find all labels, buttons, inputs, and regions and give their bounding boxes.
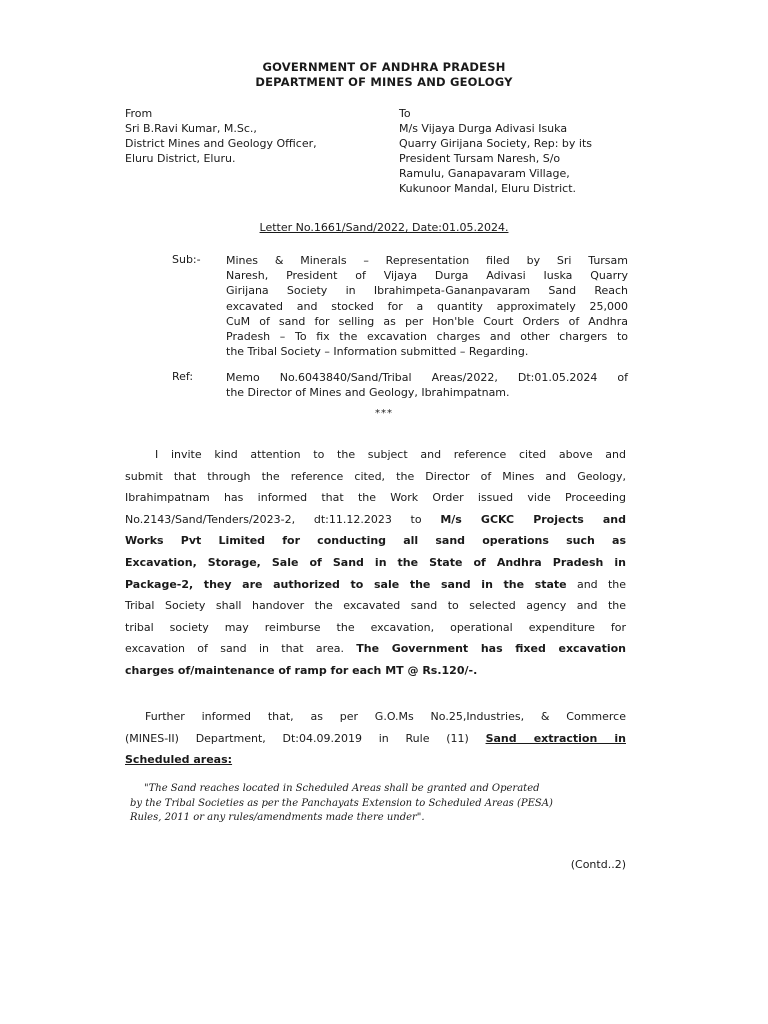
- paragraph-main: [125, 444, 626, 682]
- paragraph-line: tribal society may reimburse the excavation, operational expenditure for: [125, 620, 626, 634]
- paragraph-line: [125, 638, 626, 660]
- from-address: [125, 106, 317, 166]
- subject-line: CuM of sand for selling as per Hon'ble Court Orders of Andhra: [226, 314, 628, 328]
- subject-line: excavated and stocked for a quantity approximately 25,000: [226, 299, 628, 313]
- to-line: Kukunoor Mandal, Eluru District.: [399, 182, 577, 195]
- to-line: M/s Vijaya Durga Adivasi Isuka: [399, 122, 568, 135]
- reference-line: Memo No.6043840/Sand/Tribal Areas/2022, Dt:01.05.2024 of: [226, 371, 628, 384]
- government-fixed-text: The Government has fixed excavation: [356, 642, 626, 656]
- agency-name: M/s GCKC Projects and: [440, 512, 626, 526]
- package-text: Package-2, they are authorized to sale the sand in the state: [125, 577, 567, 591]
- department-text: (MINES-II) Department, Dt:04.09.2019 in Rule (11): [125, 731, 486, 745]
- to-address: [399, 106, 592, 196]
- paragraph-further: [125, 706, 626, 771]
- reference-label: Ref:: [172, 370, 194, 383]
- header-government: GOVERNMENT OF ANDHRA PRADESH: [262, 60, 506, 74]
- to-label: To: [399, 107, 411, 120]
- subject-line: the Tribal Society – Information submitted – Regarding.: [226, 345, 529, 359]
- subject-line: Naresh, President of Vijaya Durga Adivasi Iuska Quarry: [226, 269, 628, 283]
- paragraph-line: Ibrahimpatnam has informed that the Work Order issued vide Proceeding: [125, 491, 626, 505]
- paragraph-line-bold: Works Pvt Limited for conducting all sand operations such as: [125, 534, 626, 548]
- separator-stars: ***: [375, 408, 393, 419]
- paragraph-line-bold: charges of/maintenance of ramp for each MT @ Rs.120/-.: [125, 663, 478, 677]
- subject-line: Pradesh – To fix the excavation charges and other chargers to: [226, 330, 628, 344]
- proceeding-text: No.2143/Sand/Tenders/2023-2, dt:11.12.2023 to: [125, 512, 441, 526]
- paragraph-line: Further informed that, as per G.O.Ms No.25,Industries, & Commerce: [145, 710, 626, 723]
- continued-marker: (Contd..2): [570, 858, 626, 871]
- from-label: From: [125, 107, 153, 120]
- paragraph-line: [125, 574, 626, 596]
- rule-heading-cont: Scheduled areas:: [125, 753, 233, 767]
- subject-line: Girijana Society in Ibrahimpeta-Gananpavaram Sand Reach: [226, 284, 628, 298]
- quote-line: "The Sand reaches located in Scheduled Areas shall be granted and Operated: [144, 783, 540, 794]
- reference-text: [226, 370, 628, 400]
- continuation-text: and the: [566, 577, 626, 591]
- paragraph-line: [125, 728, 626, 750]
- letter-number-text: Letter No.1661/Sand/2022, Date:01.05.2024.: [259, 221, 509, 234]
- subject-text: [226, 253, 628, 359]
- subject-line: Mines & Minerals – Representation filed by Sri Tursam: [226, 254, 628, 267]
- rule-heading: Sand extraction in: [485, 731, 626, 745]
- to-line: Ramulu, Ganapavaram Village,: [399, 167, 570, 180]
- to-line: President Tursam Naresh, S/o: [399, 152, 561, 165]
- excavation-text: excavation of sand in that area.: [125, 642, 357, 656]
- quote-line: Rules, 2011 or any rules/amendments made there under".: [130, 812, 425, 823]
- from-line: District Mines and Geology Officer,: [125, 137, 317, 150]
- subject-label: Sub:-: [172, 253, 201, 266]
- from-line: Eluru District, Eluru.: [125, 152, 236, 165]
- from-line: Sri B.Ravi Kumar, M.Sc.,: [125, 122, 257, 135]
- to-line: Quarry Girijana Society, Rep: by its: [399, 137, 592, 150]
- quote-line: by the Tribal Societies as per the Panchayats Extension to Scheduled Areas (PESA): [130, 797, 553, 809]
- paragraph-line: I invite kind attention to the subject and reference cited above and: [155, 448, 626, 461]
- reference-line: the Director of Mines and Geology, Ibrahimpatnam.: [226, 386, 510, 400]
- paragraph-line: Tribal Society shall handover the excavated sand to selected agency and the: [125, 599, 626, 613]
- paragraph-line: submit that through the reference cited, the Director of Mines and Geology,: [125, 469, 626, 483]
- paragraph-line-bold: Excavation, Storage, Sale of Sand in the State of Andhra Pradesh in: [125, 555, 626, 569]
- quoted-rule: [130, 782, 626, 826]
- header-department: DEPARTMENT OF MINES AND GEOLOGY: [255, 75, 513, 89]
- letter-number: [0, 221, 768, 234]
- paragraph-line: [125, 509, 626, 531]
